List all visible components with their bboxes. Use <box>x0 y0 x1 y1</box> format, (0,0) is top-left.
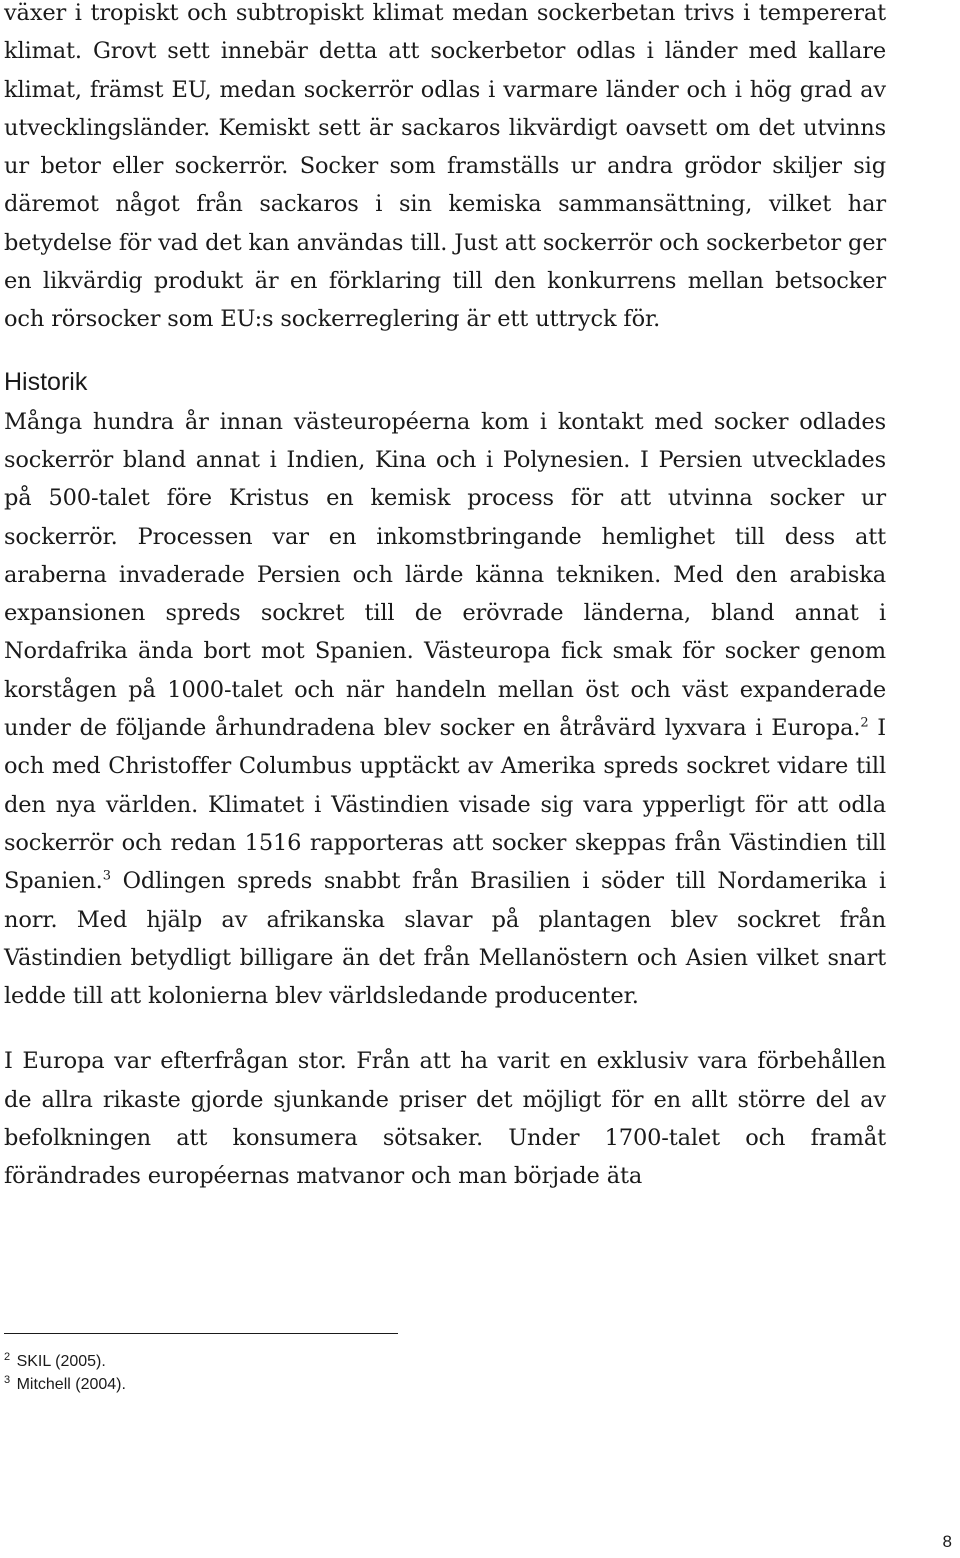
footnote-number: 2 <box>4 1350 11 1363</box>
footnote-text: Mitchell (2004). <box>16 1376 126 1393</box>
section-heading-historik: Historik <box>4 367 88 396</box>
footnote-item <box>4 1350 126 1373</box>
document-page <box>4 0 886 1196</box>
paragraph-history-part-3: Odlingen spreds snabbt från Brasilien i söder till Nordamerika i norr. Med hjälp av afrikanska slavar på plantagen blev sockret från Västindien betydligt billigare än det från Mellanöstern och Asien vilket snart ledde till att kolonierna blev världsledande producenter. <box>4 868 886 1010</box>
footnote-number: 3 <box>4 1373 11 1386</box>
paragraph-history-part-1: Många hundra år innan västeuropéerna kom i kontakt med socker odlades sockerrör bland annat i Indien, Kina och i Polynesien. I Persien utvecklades på 500-talet före Kristus en kemisk process för att utvinna socker ur sockerrör. Processen var en inkomstbringande hemlighet till dess att araberna invaderade Persien och lärde känna tekniken. Med den arabiska expansionen spreds sockret till de erövrade länderna, bland annat i Nordafrika ända bort mot Spanien. Västeuropa fick smak för socker genom korstågen på 1000-talet och när handeln mellan öst och väst expanderade under de följande århundradena blev socker en åtråvärd lyxvara i Europa. <box>4 408 886 742</box>
paragraph-history <box>4 403 886 1016</box>
footnote-text: SKIL (2005). <box>16 1353 106 1370</box>
page-number: 8 <box>942 1532 952 1551</box>
footnotes <box>4 1350 126 1396</box>
paragraph-history-part-2: I och med Christoffer Columbus upptäckt av Amerika spreds sockret vidare till den nya världen. Klimatet i Västindien visade sig vara ypperligt för att odla sockerrör och redan 1516 rapporteras att socker skeppas från Västindien till Spanien. <box>4 715 887 895</box>
paragraph-europe: I Europa var efterfrågan stor. Från att ha varit en exklusiv vara förbehållen de allra rikaste gjorde sjunkande priser det möjligt för en allt större del av befolkningen att konsumera sötsaker. Under 1700-talet och framåt förändrades européernas matvanor och man började äta <box>4 1048 886 1190</box>
paragraph-intro: växer i tropiskt och subtropiskt klimat medan sockerbetan trivs i tempererat klimat. Grovt sett innebär detta att sockerbetor odlas i länder med kallare klimat, främst EU, medan sockerrör odlas i varmare länder och i hög grad av utvecklingsländer. Kemiskt sett är sackaros likvärdigt oavsett om det utvinns ur betor eller sockerrör. Socker som framställs ur andra grödor skiljer sig däremot något från sackaros i sin kemiska sammansättning, vilket har betydelse för vad det kan användas till. Just att sockerrör och sockerbetor ger en likvärdig produkt är en förklaring till den konkurrens mellan betsocker och rörsocker som EU:s sockerreglering är ett uttryck för. <box>4 0 886 333</box>
footnote-ref-2[interactable]: 2 <box>860 715 869 731</box>
footnote-item <box>4 1373 126 1396</box>
footnote-separator <box>4 1333 398 1334</box>
footnote-ref-3[interactable]: 3 <box>102 868 111 884</box>
